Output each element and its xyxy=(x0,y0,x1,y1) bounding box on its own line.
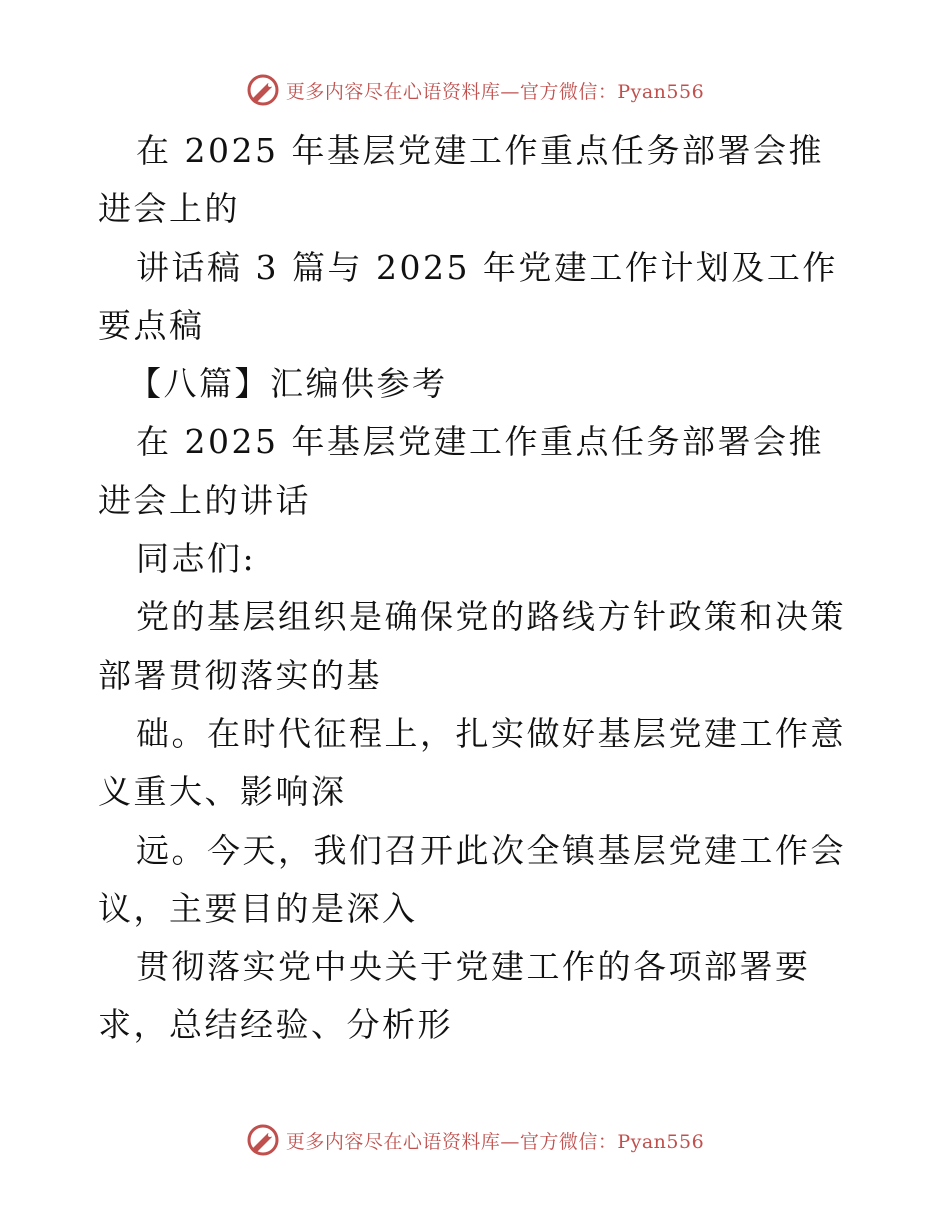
paragraph-body-3: 远。今天，我们召开此次全镇基层党建工作会议，主要目的是深入 xyxy=(98,830,846,928)
paragraph-speech-title: 在 2025 年基层党建工作重点任务部署会推进会上的讲话 xyxy=(98,422,824,520)
header-banner xyxy=(0,70,950,110)
paragraph-body-1: 党的基层组织是确保党的路线方针政策和决策部署贯彻落实的基 xyxy=(98,597,846,695)
header-banner-text: 更多内容尽在心语资料库—官方微信：Pyan556 xyxy=(285,80,705,103)
footer-banner xyxy=(0,1120,950,1160)
paragraph-title-line-1: 在 2025 年基层党建工作重点任务部署会推进会上的 xyxy=(98,131,824,229)
pen-nib-logo-icon xyxy=(246,73,280,107)
pen-nib-logo-icon xyxy=(246,1123,280,1157)
paragraph-body-2: 础。在时代征程上，扎实做好基层党建工作意义重大、影响深 xyxy=(98,713,846,812)
paragraph-salutation: 同志们: xyxy=(136,539,257,579)
paragraph-body-4: 贯彻落实党中央关于党建工作的各项部署要求，总结经验、分析形 xyxy=(98,947,811,1045)
footer-banner-text: 更多内容尽在心语资料库—官方微信：Pyan556 xyxy=(285,1130,705,1153)
paragraph-title-line-2: 讲话稿 3 篇与 2025 年党建工作计划及工作要点稿 xyxy=(98,247,838,345)
document-body xyxy=(98,122,858,1055)
paragraph-collection-note: 【八篇】汇编供参考 xyxy=(128,364,448,404)
